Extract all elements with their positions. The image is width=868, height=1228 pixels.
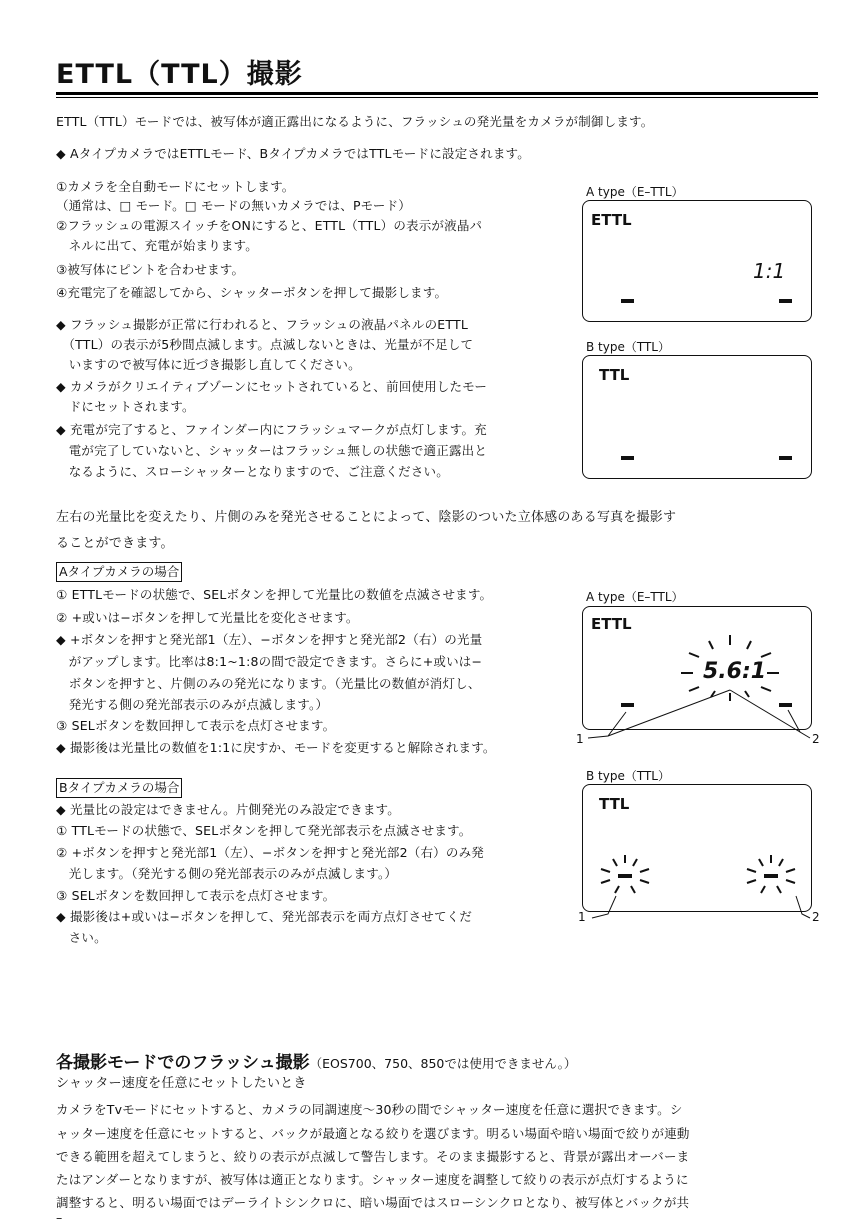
section-b-heading: Bタイプカメラの場合 — [56, 778, 182, 798]
section-a-line: ◆ +ボタンを押すと発光部1（左）、−ボタンを押すと発光部2（右）の光量 — [56, 632, 483, 647]
modes-heading-text: 各撮影モードでのフラッシュ撮影 — [56, 1053, 310, 1073]
flash-unit-right — [779, 456, 792, 460]
step-line: ②フラッシュの電源スイッチをONにすると、ETTL（TTL）の表示が液晶パ — [56, 218, 483, 233]
panel-b2-label: B type（TTL） — [586, 769, 670, 783]
page-title: ETTL（TTL）撮影 — [56, 59, 303, 90]
lcd-ratio: 5.6:1 — [703, 659, 767, 684]
callout-1-b: 1 — [578, 910, 586, 924]
intro-line-1: ETTL（TTL）モードでは、被写体が適正露出になるように、フラッシュの発光量をカメラが制御します。 — [56, 114, 654, 129]
note-line: いますので被写体に近づき撮影し直してください。 — [56, 357, 361, 372]
shutter-line: 調整すると、明るい場面ではデーライトシンクロに、暗い場面ではスローシンクロとなり、被写体とバックが共 — [56, 1195, 690, 1210]
flash-unit-left — [621, 299, 634, 303]
shutter-line: たはアンダーとなりますが、被写体は適正となります。シャッター速度を調整して絞りの表示が点灯するように — [56, 1172, 689, 1187]
section-a-heading: Aタイプカメラの場合 — [56, 562, 182, 582]
ratio-intro-line: 左右の光量比を変えたり、片側のみを発光させることによって、陰影のついた立体感のある写真を撮影す — [56, 510, 677, 525]
flash-unit-right — [779, 299, 792, 303]
lcd-mode: TTL — [599, 366, 630, 384]
callout-2-a: 2 — [812, 732, 820, 746]
section-b-line: ③ SELボタンを数回押して表示を点灯させます。 — [56, 888, 336, 903]
note-line: ◆ フラッシュ撮影が正常に行われると、フラッシュの液晶パネルのETTL — [56, 317, 469, 332]
callout-1-a: 1 — [576, 732, 584, 746]
section-b-line: ◆ 光量比の設定はできません。片側発光のみ設定できます。 — [56, 802, 400, 817]
shutter-line: カメラをTvモードにセットすると、カメラの同調速度～30秒の間でシャッター速度を任意に選択できます。シ — [56, 1102, 683, 1117]
callout-lines-b-icon — [570, 880, 830, 930]
shutter-heading: シャッター速度を任意にセットしたいとき — [56, 1076, 307, 1091]
step-line: ①カメラを全自動モードにセットします。 — [56, 179, 295, 194]
lcd-mode: ETTL — [591, 615, 632, 633]
title-rule-thin — [56, 97, 818, 98]
flash-unit-left — [621, 456, 634, 460]
section-a-line: ボタンを押すと、片側のみの発光になります。（光量比の数値が消灯し、 — [56, 676, 481, 691]
lcd-mode: TTL — [599, 795, 630, 813]
note-line: （TTL）の表示が5秒間点滅します。点滅しないときは、光量が不足して — [56, 337, 474, 352]
modes-heading — [56, 1048, 576, 1073]
callout-lines-icon — [570, 680, 830, 750]
section-a-line: ◆ 撮影後は光量比の数値を1:1に戻すか、モードを変更すると解除されます。 — [56, 740, 496, 755]
note-line: ドにセットされます。 — [56, 399, 195, 414]
note-line: なるように、スローシャッターとなりますので、ご注意ください。 — [56, 464, 449, 479]
section-b-line: ◆ 撮影後は+或いは−ボタンを押して、発光部表示を両方点灯させてくだ — [56, 909, 473, 924]
lcd-mode: ETTL — [591, 211, 632, 229]
section-a-line: がアップします。比率は8:1~1:8の間で設定できます。さらに+或いは− — [56, 654, 483, 669]
panel-a2-label: A type（E–TTL） — [586, 590, 684, 604]
section-b-line: ① TTLモードの状態で、SELボタンを押して発光部表示を点滅させます。 — [56, 823, 472, 838]
section-a-line: 発光する側の発光部表示のみが点滅します。） — [56, 697, 329, 712]
modes-note: （EOS700、750、850では使用できません。） — [309, 1056, 577, 1071]
section-b-line: ② +ボタンを押すと発光部1（左）、−ボタンを押すと発光部2（右）のみ発 — [56, 845, 484, 860]
step-line: ネルに出て、充電が始まります。 — [56, 238, 258, 253]
lcd-panel-a1 — [582, 200, 812, 322]
section-b-line: 光します。（発光する側の発光部表示のみが点滅します。） — [56, 866, 398, 881]
section-a-line: ① ETTLモードの状態で、SELボタンを押して光量比の数値を点滅させます。 — [56, 587, 493, 602]
page-footer-mark: – — [56, 1210, 63, 1225]
section-a-line: ② +或いは−ボタンを押して光量比を変化させます。 — [56, 610, 359, 625]
shutter-line: ャッター速度を任意にセットすると、バックが最適となる絞りを選びます。明るい場面や暗い場面で絞りが連動 — [56, 1126, 690, 1141]
note-line: ◆ 充電が完了すると、ファインダー内にフラッシュマークが点灯します。充 — [56, 422, 487, 437]
lcd-ratio: 1:1 — [753, 259, 786, 283]
shutter-line: できる範囲を超えてしまうと、絞りの表示が点滅して警告します。そのまま撮影すると、背景が露出オーバーま — [56, 1149, 690, 1164]
note-line: ◆ カメラがクリエイティブゾーンにセットされていると、前回使用したモー — [56, 379, 488, 394]
section-a-line: ③ SELボタンを数回押して表示を点灯させます。 — [56, 718, 336, 733]
ratio-intro-line: ることができます。 — [56, 536, 174, 551]
intro-line-2: ◆ AタイプカメラではETTLモード、BタイプカメラではTTLモードに設定されます。 — [56, 146, 530, 161]
note-line: 電が完了していないと、シャッターはフラッシュ無しの状態で適正露出と — [56, 443, 488, 458]
step-line: ④充電完了を確認してから、シャッターボタンを押して撮影します。 — [56, 285, 448, 300]
section-b-line: さい。 — [56, 930, 107, 945]
callout-2-b: 2 — [812, 910, 820, 924]
lcd-panel-b1 — [582, 355, 812, 479]
panel-b1-label: B type（TTL） — [586, 340, 670, 354]
title-rule-thick — [56, 92, 818, 95]
step-line: （通常は、□ モード。□ モードの無いカメラでは、Pモード） — [56, 198, 411, 213]
step-line: ③被写体にピントを合わせます。 — [56, 262, 245, 277]
panel-a1-label: A type（E–TTL） — [586, 185, 684, 199]
